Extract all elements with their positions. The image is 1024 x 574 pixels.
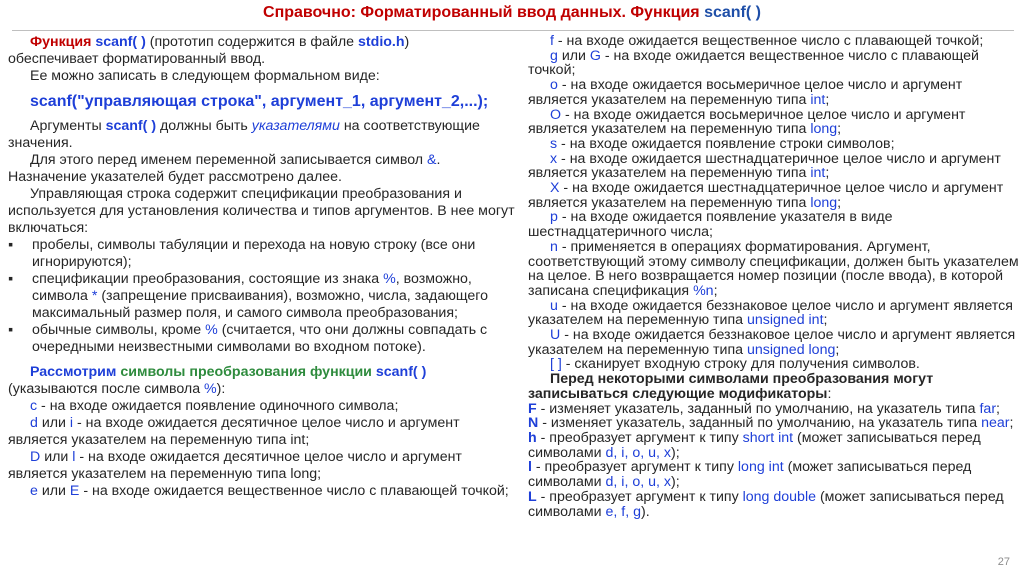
spec-item-s: [528, 137, 1020, 152]
modifier-chars: d, i, o, u, x: [605, 474, 671, 491]
intro-line2: обеспечивает форматированный ввод.: [8, 51, 266, 67]
args-text: Аргументы: [30, 118, 106, 134]
percent-symbol: %: [383, 271, 396, 287]
modifiers-heading-text: Перед некоторыми символами преобразования могут записываться следующие модификаторы: [528, 371, 934, 402]
spec-text: - сканирует входную строку для получения символов.: [561, 356, 920, 373]
bullet-text: (считается, что они должны совпадать с очередными неизвестными символами во входном потоке).: [32, 322, 488, 355]
spec-item-U: U - на входе ожидается беззнаковое целое число и аргумент является указателем на переменную типа unsigned long;: [528, 327, 1016, 358]
spec-symbol: O: [550, 106, 562, 123]
modifier-h: h - преобразует аргумент к типу short int (может записываться перед символами d, i, o, u, x);: [528, 429, 981, 461]
bullet-text: пробелы, символы табуляции и перехода на новую строку (все они игнорируются);: [32, 237, 476, 270]
note-text: (указываются после символа: [8, 381, 205, 397]
args-pointers: указателями: [251, 118, 340, 134]
modifier-type: near: [981, 415, 1010, 432]
page-number: 27: [997, 556, 1010, 568]
spec-symbol: n: [550, 238, 558, 255]
intro-text: (прототип содержится в файле: [145, 34, 359, 50]
spec-symbol: x: [550, 150, 558, 167]
spec-text: - на входе ожидается шестнадцатеричное целое число и аргумент является указателем на переменную типа: [528, 150, 1001, 182]
intro-line3: Ее можно записать в следующем формальном виде:: [30, 68, 380, 84]
modifier-type: long double: [742, 488, 816, 505]
spec-text: - на входе ожидается беззнаковое целое число и аргумент является указателем на переменную типа: [528, 297, 1013, 329]
spec-or: или: [557, 47, 590, 64]
spec-item-p: [528, 210, 1020, 239]
spec-symbol: d: [30, 415, 38, 431]
modifier-text: - изменяет указатель, заданный по умолчанию, на указатель типа: [536, 400, 980, 417]
intro-label: Функция: [30, 34, 96, 50]
percent-symbol: %: [204, 381, 217, 397]
spec-type: long: [810, 121, 838, 138]
amp-paragraph: [8, 152, 522, 169]
left-column: [8, 34, 522, 500]
spec-symbol: s: [550, 135, 558, 152]
spec-type: unsigned int: [747, 312, 824, 329]
spec-text: - на входе ожидается вещественное число с плавающей точкой;: [528, 47, 979, 79]
spec-text: - на входе ожидается десятичное целое число и аргумент является указателем на переменную типа int;: [8, 415, 460, 448]
modifier-L: L - преобразует аргумент к типу long double (может записываться перед символами e, f, g).: [528, 488, 1004, 520]
spec-text: - применяется в операциях форматирования. Аргумент, соответствующий этому символу спецификации, должен быть указателем на целое. В него возвращается номер позиции (после ввода), в которой записана спецификация: [528, 238, 1019, 299]
spec-item-e-E: [8, 483, 522, 500]
amp-dot: .: [436, 152, 441, 168]
spec-type: int: [810, 91, 826, 108]
spec-type: long: [810, 194, 838, 211]
spec-or: или: [40, 449, 73, 465]
modifiers-heading: Перед некоторыми символами преобразования могут записываться следующие модификаторы:: [528, 371, 934, 402]
bullet-item: [8, 271, 522, 322]
spec-text: - на входе ожидается вещественное число с плавающей точкой;: [79, 483, 509, 499]
spec-item-u: u - на входе ожидается беззнаковое целое число и аргумент является указателем на переменную типа unsigned int;: [528, 297, 1013, 329]
modifier-l: l - преобразует аргумент к типу long int (может записываться перед символами d, i, o, u, x);: [528, 459, 972, 491]
args-text3: на соответствующие значения.: [8, 118, 480, 151]
spec-symbol: X: [550, 180, 560, 197]
spec-item-c: [8, 398, 522, 415]
modifier-text: - преобразует аргумент к типу: [536, 488, 743, 505]
intro-file: stdio.h: [358, 34, 405, 50]
intro-function: scanf( ): [95, 34, 146, 50]
bullet-marker: ▪: [8, 237, 14, 253]
spec-symbol: u: [550, 297, 558, 314]
spec-text: - на входе ожидается появление указателя в виде шестнадцатеричного числа;: [528, 209, 893, 241]
spec-item-n: n - применяется в операциях форматирования. Аргумент, соответствующий этому символу спецификации, должен быть указателем на целое. В него возвращается номер позиции (после ввода), в которой записана спецификация %n;: [528, 238, 1019, 299]
modifier-text: (может записываться перед символами: [528, 488, 1004, 520]
args-paragraph: [8, 118, 522, 152]
intro-close: ): [404, 34, 410, 50]
title-divider: [12, 30, 1014, 31]
bullet-item: [8, 322, 522, 356]
modifier-type: long int: [737, 459, 784, 476]
consider-text: Рассмотрим: [30, 364, 121, 380]
modifier-N: N - изменяет указатель, заданный по умолчанию, на указатель типа near;: [528, 415, 1014, 432]
spec-item-brackets: [528, 357, 1020, 372]
modifier-text: - преобразует аргумент к типу: [536, 429, 743, 446]
spec-item-x: x - на входе ожидается шестнадцатеричное целое число и аргумент является указателем на переменную типа int;: [528, 150, 1001, 182]
star-symbol: *: [91, 288, 98, 304]
spec-or: или: [37, 415, 70, 431]
spec-or: или: [37, 483, 70, 499]
spec-item-d-i: [8, 415, 522, 449]
spec-text: - на входе ожидается шестнадцатеричное целое число и аргумент является указателем на переменную типа: [528, 180, 1004, 211]
spec-symbol: U: [550, 327, 561, 344]
spec-symbol: E: [69, 483, 80, 499]
modifier-type: short int: [742, 429, 794, 446]
amp-text: Для этого перед именем переменной записывается символ: [30, 152, 428, 168]
bullet-marker: ▪: [8, 271, 14, 287]
bullet-item: [8, 237, 522, 271]
amp-line2: Назначение указателей будет рассмотрено далее.: [8, 169, 342, 185]
spec-item-f: [528, 34, 1020, 49]
spec-text: - на входе ожидается беззнаковое целое число и аргумент является указателем на переменную типа: [528, 327, 1016, 358]
spec-text: - на входе ожидается вещественное число с плавающей точкой;: [553, 33, 984, 49]
spec-item-X: X - на входе ожидается шестнадцатеричное целое число и аргумент является указателем на переменную типа long;: [528, 180, 1004, 211]
right-column: [528, 34, 1020, 519]
spec-symbol: i: [69, 415, 74, 431]
amp-symbol: &: [427, 152, 437, 168]
spec-item-O: O - на входе ожидается восьмеричное целое число и аргумент является указателем на переменную типа long;: [528, 106, 966, 138]
bullet-text: обычные символы, кроме: [32, 322, 206, 338]
modifier-chars: e, f, g: [605, 503, 642, 520]
modifier-type: far: [979, 400, 997, 417]
modifier-symbol: h: [528, 429, 537, 446]
title-function: scanf( ): [704, 4, 761, 21]
spec-text: - на входе ожидается восьмеричное целое число и аргумент является указателем на переменную типа: [528, 106, 966, 138]
bullet-text: (запрещение присваивания), возможно, числа, задающего максимальный размер поля, и самого символа преобразования;: [32, 288, 489, 321]
spec-symbol: f: [550, 33, 554, 49]
spec-symbol: o: [550, 77, 558, 94]
consider-green: символы преобразования функции: [120, 364, 376, 380]
spec-symbol: p: [550, 209, 558, 226]
spec-symbol: G: [589, 47, 601, 64]
conversion-note: [8, 381, 522, 398]
spec-symbol: D: [30, 449, 41, 465]
spec-item-g-G: [528, 49, 1020, 78]
modifier-text: - изменяет указатель, заданный по умолчанию, на указатель типа: [538, 415, 982, 432]
title-prefix: Справочно: Форматированный ввод данных. Функция: [263, 4, 705, 21]
modifier-text: - преобразует аргумент к типу: [531, 459, 738, 476]
spec-type: %n: [693, 282, 714, 299]
note-text: ):: [216, 381, 226, 397]
modifier-symbol: l: [528, 459, 532, 476]
modifier-F: F - изменяет указатель, заданный по умолчанию, на указатель типа far;: [528, 400, 1000, 417]
conversion-heading: [8, 364, 522, 381]
spec-type: int: [810, 165, 826, 182]
bullet-text: , возможно, символа: [32, 271, 472, 304]
modifier-symbol: F: [528, 400, 537, 417]
modifier-text: (может записываться перед символами: [528, 459, 972, 491]
spec-item-D-l: [8, 449, 522, 483]
bullet-marker: ▪: [8, 322, 14, 338]
args-text2: должны быть: [156, 118, 252, 134]
modifier-chars: d, i, o, u, x: [605, 444, 671, 461]
spec-symbol: [ ]: [550, 356, 562, 373]
spec-symbol: e: [30, 483, 38, 499]
args-function: scanf( ): [105, 118, 157, 134]
spec-item-o: o - на входе ожидается восьмеричное целое число и аргумент является указателем на переменную типа int;: [528, 77, 963, 108]
consider-function: scanf( ): [375, 364, 427, 380]
modifier-symbol: L: [528, 488, 537, 505]
slide-title: [0, 4, 1024, 22]
spec-symbol: g: [550, 47, 558, 64]
bullet-text: спецификации преобразования, состоящие из знака: [32, 271, 384, 287]
formal-syntax: scanf("управляющая строка", аргумент_1, аргумент_2,...);: [30, 93, 489, 110]
percent-symbol: %: [205, 322, 218, 338]
modifier-symbol: N: [528, 415, 539, 432]
spec-type: unsigned long: [747, 341, 836, 358]
spec-symbol: l: [72, 449, 76, 465]
intro-paragraph: [8, 34, 522, 68]
spec-text: - на входе ожидается восьмеричное целое число и аргумент является указателем на переменную типа: [528, 77, 963, 108]
spec-text: - на входе ожидается появление строки символов;: [557, 135, 895, 152]
spec-text: - на входе ожидается появление одиночного символа;: [37, 398, 399, 414]
modifier-text: (может записываться перед символами: [528, 429, 981, 461]
spec-symbol: c: [30, 398, 38, 414]
control-string-paragraph: Управляющая строка содержит спецификации преобразования и используется для установления количества и типов аргументов. В нее могут включаться:: [8, 186, 515, 236]
spec-text: - на входе ожидается десятичное целое число и аргумент является указателем на переменную типа long;: [8, 449, 462, 482]
